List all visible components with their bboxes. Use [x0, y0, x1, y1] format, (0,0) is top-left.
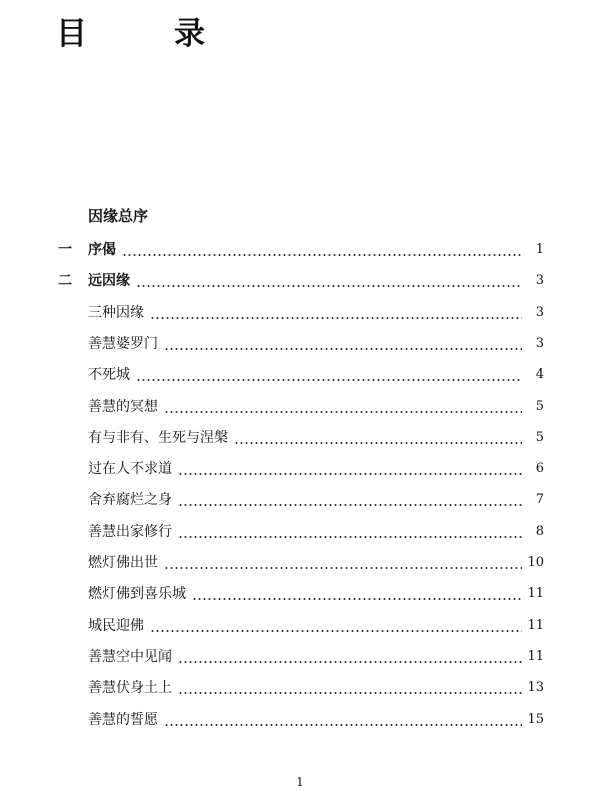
toc-entry[interactable] — [0, 709, 600, 731]
toc-entry-title: 燃灯佛到喜乐城 — [88, 586, 186, 602]
toc-entry-page: 1 — [535, 242, 544, 257]
toc-dot-leader — [136, 285, 522, 287]
page-title: 目 录 — [56, 16, 233, 52]
toc-entry[interactable] — [0, 615, 600, 637]
toc-dot-leader — [178, 536, 522, 538]
toc-entry-page: 8 — [535, 524, 544, 539]
toc-entry-page: 6 — [535, 461, 544, 476]
toc-entry-title: 善慧的冥想 — [88, 399, 158, 415]
toc-entry-page: 11 — [527, 649, 544, 664]
toc-entry-page: 13 — [527, 680, 544, 695]
toc-entry-page: 3 — [535, 336, 544, 351]
toc-dot-leader — [164, 567, 522, 569]
toc-entry-title: 不死城 — [88, 367, 130, 383]
toc-dot-leader — [192, 598, 522, 600]
toc-entry[interactable] — [0, 646, 600, 668]
toc-dot-leader — [150, 317, 522, 319]
toc-entry-page: 11 — [527, 586, 544, 601]
toc-entry[interactable] — [0, 302, 600, 324]
toc-entry-title: 远因缘 — [88, 273, 130, 289]
toc-entry[interactable] — [0, 427, 600, 449]
toc-dot-leader — [178, 504, 522, 506]
toc-entry-title: 城民迎佛 — [88, 618, 144, 634]
page-number: 1 — [296, 775, 304, 789]
toc-entry[interactable] — [0, 521, 600, 543]
toc-dot-leader — [178, 692, 522, 694]
toc-entry-page: 4 — [535, 367, 544, 382]
toc-entry-number: 一 — [58, 242, 72, 258]
toc-entry[interactable] — [0, 364, 600, 386]
toc-dot-leader — [122, 254, 522, 256]
toc-dot-leader — [164, 348, 522, 350]
toc-entry-page: 5 — [535, 399, 544, 414]
toc-entry-title: 善慧的誓愿 — [88, 712, 158, 728]
toc-entry[interactable] — [0, 458, 600, 480]
toc-entry[interactable] — [0, 583, 600, 605]
toc-dot-leader — [164, 724, 522, 726]
toc-entry-number: 二 — [58, 273, 72, 289]
toc-dot-leader — [136, 379, 522, 381]
toc-dot-leader — [164, 411, 522, 413]
toc-dot-leader — [234, 442, 522, 444]
toc-entry[interactable] — [0, 552, 600, 574]
toc-entry-page: 5 — [535, 430, 544, 445]
toc-entry[interactable] — [0, 396, 600, 418]
toc-entry[interactable] — [0, 270, 600, 292]
toc-entry-page: 3 — [535, 305, 544, 320]
toc-entry-title: 善慧空中见闻 — [88, 649, 172, 665]
toc-entry[interactable] — [0, 489, 600, 511]
toc-entry-title: 善慧伏身土上 — [88, 680, 172, 696]
toc-entry-title: 善慧出家修行 — [88, 524, 172, 540]
toc-dot-leader — [178, 661, 522, 663]
toc-entry[interactable] — [0, 677, 600, 699]
toc-entry-title: 舍弃腐烂之身 — [88, 492, 172, 508]
toc-entry[interactable] — [0, 333, 600, 355]
toc-dot-leader — [150, 630, 522, 632]
toc-entry-page: 7 — [535, 492, 544, 507]
toc-entry-title: 善慧婆罗门 — [88, 336, 158, 352]
toc-dot-leader — [178, 473, 522, 475]
toc-entry[interactable] — [0, 239, 600, 261]
toc-entry-page: 3 — [535, 273, 544, 288]
toc-entry-title: 三种因缘 — [88, 305, 144, 321]
toc-entry-page: 10 — [527, 555, 544, 570]
section-heading: 因缘总序 — [88, 207, 149, 225]
toc-entry-title: 燃灯佛出世 — [88, 555, 158, 571]
toc-entry-title: 过在人不求道 — [88, 461, 172, 477]
toc-entry-page: 11 — [527, 618, 544, 633]
toc-entry-page: 15 — [527, 712, 544, 727]
toc-entry-title: 序偈 — [88, 242, 116, 258]
toc-entry-title: 有与非有、生死与涅槃 — [88, 430, 228, 446]
